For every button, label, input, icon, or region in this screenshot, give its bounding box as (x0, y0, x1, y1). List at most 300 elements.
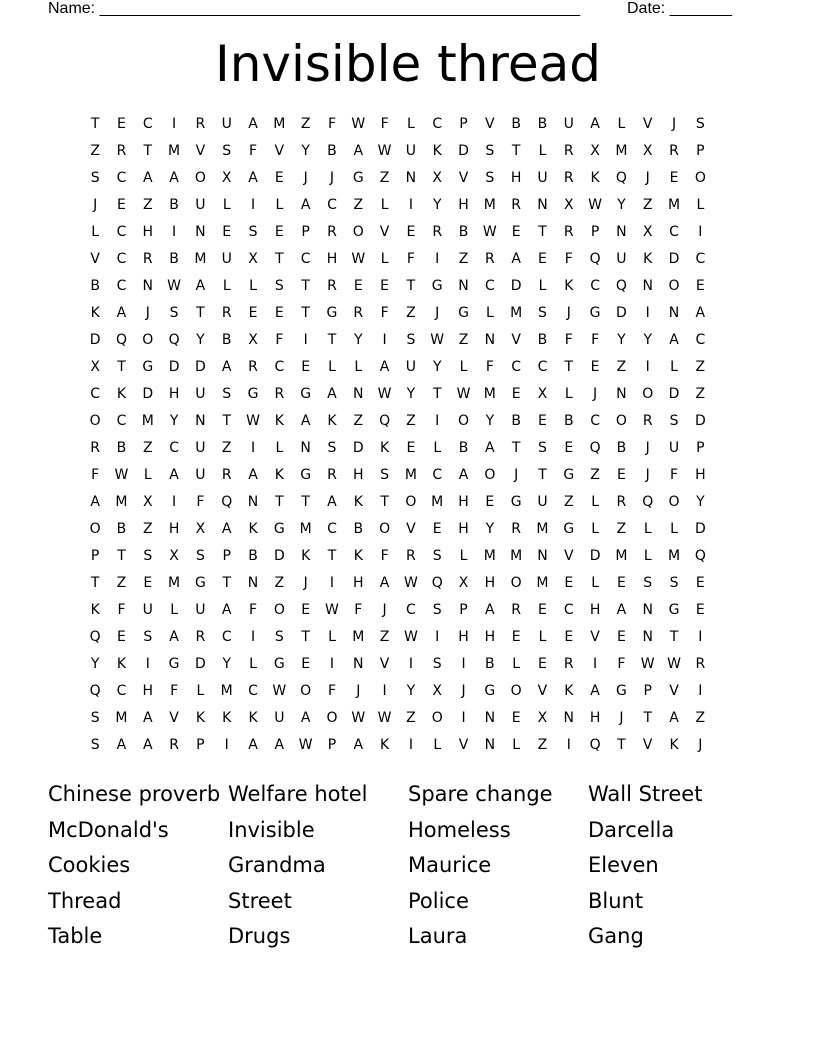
grid-letter: K (301, 548, 311, 564)
grid-letter: D (142, 386, 154, 402)
grid-letter: H (458, 494, 469, 510)
grid-letter: D (195, 656, 206, 672)
grid-letter: T (143, 143, 153, 159)
grid-letter: O (405, 494, 417, 510)
grid-letter: B (248, 548, 258, 564)
grid-letter: T (511, 440, 521, 456)
grid-letter: I (382, 683, 387, 699)
grid-letter: A (379, 359, 390, 375)
grid-letter: I (698, 224, 703, 240)
grid-letter: Y (406, 683, 416, 699)
grid-letter: P (696, 143, 705, 159)
grid-letter: M (352, 629, 365, 645)
grid-letter: L (538, 278, 547, 294)
grid-letter: Z (274, 575, 285, 591)
grid-letter: C (590, 413, 600, 429)
grid-letter: Q (589, 440, 601, 456)
grid-letter: X (537, 386, 548, 402)
grid-letter: T (432, 386, 442, 402)
grid-letter: Z (642, 197, 653, 213)
grid-letter: Z (406, 710, 416, 726)
grid-letter: K (90, 305, 100, 321)
grid-letter: J (329, 170, 335, 186)
word-list-item: Chinese proverb (48, 782, 221, 806)
word-list-item: Drugs (228, 924, 291, 949)
grid-letter: J (593, 386, 598, 402)
grid-letter: C (116, 278, 127, 294)
grid-letter: S (643, 575, 653, 591)
grid-letter: T (617, 737, 626, 753)
grid-letter: A (221, 521, 232, 537)
grid-letter: H (168, 521, 180, 537)
grid-letter: O (510, 683, 522, 699)
grid-letter: I (435, 251, 440, 267)
grid-letter: S (222, 143, 232, 159)
grid-letter: U (405, 359, 417, 375)
grid-letter: B (511, 413, 521, 429)
grid-letter: I (698, 629, 703, 645)
grid-letter: M (483, 548, 496, 564)
grid-row (82, 408, 740, 435)
grid-letter: J (698, 737, 703, 753)
grid-letter: A (248, 467, 258, 483)
grid-letter: Y (617, 197, 626, 213)
grid-letter: X (537, 710, 548, 726)
grid-letter: R (563, 170, 574, 186)
word-list-item: Gang (588, 924, 644, 949)
grid-letter: A (511, 251, 521, 267)
grid-letter: F (617, 656, 626, 672)
grid-letter: M (168, 143, 181, 159)
grid-letter: R (169, 737, 179, 753)
grid-letter: T (406, 278, 416, 294)
grid-letter: B (616, 440, 627, 456)
grid-letter: N (484, 737, 496, 753)
grid-letter: C (116, 251, 127, 267)
grid-letter: S (669, 413, 679, 429)
grid-letter: A (248, 170, 258, 186)
grid-letter: I (172, 224, 177, 240)
grid-letter: X (458, 575, 469, 591)
grid-letter: V (195, 143, 206, 159)
grid-letter: M (615, 143, 628, 159)
grid-letter: H (353, 467, 364, 483)
grid-letter: J (461, 683, 466, 699)
grid-letter: S (432, 602, 442, 618)
grid-letter: V (590, 629, 600, 645)
grid-letter: C (432, 116, 443, 132)
grid-letter: Y (485, 413, 495, 429)
grid-letter: F (354, 602, 363, 618)
grid-letter: N (195, 224, 206, 240)
grid-letter: L (380, 251, 389, 267)
grid-letter: R (90, 440, 101, 456)
grid-letter: U (221, 251, 232, 267)
grid-letter: G (142, 359, 154, 375)
grid-letter: A (169, 467, 179, 483)
grid-row (82, 462, 740, 489)
grid-letter: E (616, 575, 626, 591)
grid-letter: N (642, 629, 653, 645)
grid-letter: L (643, 521, 652, 537)
grid-letter: N (563, 710, 575, 726)
grid-letter: S (669, 575, 679, 591)
grid-letter: L (538, 143, 547, 159)
grid-letter: U (221, 116, 232, 132)
grid-letter: C (116, 683, 127, 699)
grid-letter: H (484, 629, 496, 645)
grid-letter: L (328, 359, 336, 375)
grid-letter: Z (379, 170, 390, 186)
grid-letter: E (511, 224, 521, 240)
grid-letter: C (90, 386, 101, 402)
grid-letter: L (275, 440, 284, 456)
grid-letter: G (300, 467, 312, 483)
grid-letter: J (566, 305, 571, 321)
grid-row (82, 489, 740, 516)
grid-letter: Q (589, 737, 601, 753)
grid-letter: C (484, 278, 495, 294)
grid-letter: J (645, 467, 650, 483)
grid-letter: M (667, 197, 681, 213)
grid-letter: Q (615, 278, 627, 294)
grid-letter: Y (617, 332, 626, 348)
grid-letter: Q (379, 413, 391, 429)
grid-letter: T (669, 629, 679, 645)
grid-letter: C (537, 359, 548, 375)
grid-letter: Q (431, 575, 443, 591)
word-list-item: Cookies (48, 853, 131, 878)
word-list-item: Table (48, 924, 103, 949)
grid-letter: K (380, 440, 390, 456)
grid-letter: W (377, 143, 392, 159)
grid-letter: R (274, 386, 285, 402)
grid-letter: A (274, 737, 285, 753)
grid-letter: S (406, 332, 416, 348)
grid-letter: L (459, 548, 468, 564)
grid-letter: C (142, 116, 153, 132)
grid-letter: E (695, 278, 705, 294)
grid-row (82, 624, 740, 651)
grid-letter: Y (485, 521, 495, 537)
grid-letter: O (694, 170, 706, 186)
grid-letter: D (589, 548, 601, 564)
grid-letter: I (250, 197, 256, 213)
grid-letter: A (379, 575, 390, 591)
grid-letter: F (485, 359, 494, 375)
grid-letter: F (117, 602, 126, 618)
grid-letter: A (616, 602, 627, 618)
grid-letter: E (564, 575, 574, 591)
grid-letter: E (117, 629, 126, 645)
grid-letter: S (380, 467, 390, 483)
grid-letter: F (380, 116, 389, 132)
grid-letter: D (458, 143, 469, 159)
word-list-item: McDonald's (48, 817, 169, 842)
grid-letter: S (538, 305, 547, 321)
grid-letter: T (90, 116, 100, 132)
grid-letter: J (435, 305, 440, 321)
grid-letter: R (563, 143, 574, 159)
grid-letter: K (643, 251, 653, 267)
grid-letter: N (195, 413, 206, 429)
grid-letter: Z (695, 386, 706, 402)
grid-letter: C (669, 224, 679, 240)
grid-letter: C (274, 359, 285, 375)
grid-letter: X (142, 494, 153, 510)
grid-letter: I (408, 656, 413, 672)
grid-letter: I (408, 197, 413, 213)
grid-letter: D (273, 548, 285, 564)
grid-letter: B (537, 332, 548, 348)
grid-letter: R (511, 197, 522, 213)
grid-letter: T (380, 494, 389, 510)
grid-letter: S (485, 170, 495, 186)
grid-letter: O (615, 413, 627, 429)
grid-letter: F (670, 467, 679, 483)
grid-letter: T (564, 359, 574, 375)
grid-letter: V (642, 737, 653, 753)
grid-letter: W (403, 575, 418, 591)
word-list-item: Police (408, 888, 469, 913)
grid-letter: N (300, 440, 311, 456)
grid-letter: L (249, 656, 257, 672)
grid-letter: E (695, 602, 705, 618)
grid-letter: T (222, 413, 231, 429)
grid-letter: Y (90, 656, 100, 672)
word-list-item: Spare change (408, 782, 553, 806)
grid-letter: E (143, 575, 153, 591)
grid-row (82, 381, 740, 408)
grid-letter: R (116, 143, 127, 159)
grid-letter: M (273, 116, 286, 132)
grid-letter: L (485, 305, 494, 321)
grid-letter: Z (142, 440, 153, 456)
grid-letter: D (195, 359, 206, 375)
grid-letter: V (642, 116, 653, 132)
grid-letter: E (669, 170, 679, 186)
grid-letter: V (511, 332, 521, 348)
grid-letter: F (249, 143, 258, 159)
grid-letter: B (327, 143, 337, 159)
grid-letter: X (563, 197, 574, 213)
grid-letter: G (352, 170, 364, 186)
grid-letter: E (590, 359, 600, 375)
grid-letter: A (353, 143, 364, 159)
grid-row (82, 543, 740, 570)
grid-letter: C (300, 251, 311, 267)
grid-letter: A (248, 737, 258, 753)
grid-letter: O (142, 332, 154, 348)
grid-letter: G (273, 521, 285, 537)
grid-letter: D (668, 251, 680, 267)
grid-letter: C (248, 683, 258, 699)
grid-letter: B (90, 278, 100, 294)
grid-letter: K (274, 413, 284, 429)
grid-letter: S (274, 629, 284, 645)
grid-letter: H (589, 602, 601, 618)
grid-letter: E (564, 440, 574, 456)
grid-row (82, 651, 740, 678)
grid-letter: M (115, 494, 128, 510)
grid-letter: K (222, 710, 232, 726)
grid-letter: N (616, 224, 627, 240)
grid-letter: A (142, 710, 153, 726)
grid-letter: A (221, 359, 232, 375)
grid-letter: U (142, 602, 153, 618)
grid-letter: T (301, 629, 310, 645)
grid-letter: G (300, 386, 312, 402)
grid-letter: T (301, 305, 310, 321)
grid-letter: L (538, 629, 547, 645)
word-list (48, 778, 768, 956)
grid-letter: O (431, 710, 443, 726)
grid-letter: L (275, 197, 284, 213)
grid-letter: H (142, 224, 154, 240)
grid-letter: U (274, 710, 285, 726)
grid-letter: H (142, 683, 154, 699)
grid-letter: P (459, 116, 468, 132)
grid-letter: C (590, 278, 600, 294)
grid-letter: S (222, 386, 232, 402)
grid-letter: W (351, 251, 366, 267)
grid-letter: O (510, 575, 522, 591)
grid-letter: C (221, 629, 232, 645)
grid-letter: T (275, 251, 284, 267)
grid-letter: L (512, 656, 521, 672)
grid-letter: E (406, 440, 416, 456)
grid-letter: Q (89, 629, 101, 645)
grid-letter: R (484, 251, 495, 267)
grid-letter: N (247, 494, 259, 510)
grid-letter: T (196, 305, 205, 321)
grid-letter: G (668, 602, 680, 618)
grid-letter: K (248, 521, 258, 537)
grid-letter: R (563, 224, 574, 240)
grid-letter: U (405, 143, 417, 159)
grid-letter: I (435, 413, 440, 429)
grid-letter: I (250, 440, 256, 456)
grid-letter: P (301, 224, 310, 240)
grid-letter: U (195, 602, 206, 618)
grid-letter: O (352, 224, 364, 240)
grid-letter: R (511, 521, 522, 537)
grid-letter: E (485, 494, 495, 510)
grid-letter: M (667, 548, 681, 564)
grid-row (82, 732, 740, 759)
grid-letter: W (272, 683, 287, 699)
grid-letter: Y (222, 656, 231, 672)
grid-letter: J (671, 116, 677, 132)
grid-letter: V (379, 656, 390, 672)
grid-row (82, 705, 740, 732)
grid-letter: N (668, 305, 680, 321)
grid-row (82, 111, 740, 138)
grid-letter: X (642, 224, 653, 240)
grid-letter: U (616, 251, 627, 267)
grid-letter: L (670, 521, 678, 537)
grid-letter: T (643, 710, 652, 726)
page-title: Invisible thread (214, 35, 602, 93)
grid-letter: P (327, 737, 337, 753)
grid-letter: M (510, 548, 523, 564)
grid-letter: S (90, 170, 100, 186)
grid-letter: R (195, 116, 206, 132)
grid-letter: A (485, 440, 495, 456)
name-field-label: Name: ______________________________________________________ (48, 0, 581, 17)
grid-letter: Q (589, 251, 601, 267)
grid-letter: Y (301, 143, 310, 159)
grid-letter: U (195, 440, 206, 456)
grid-letter: X (90, 359, 100, 375)
grid-letter: X (642, 143, 653, 159)
grid-letter: V (406, 521, 416, 537)
grid-letter: K (195, 710, 205, 726)
grid-letter: K (380, 737, 390, 753)
grid-letter: X (169, 548, 179, 564)
grid-letter: I (461, 710, 466, 726)
grid-letter: P (459, 602, 468, 618)
grid-letter: H (458, 629, 469, 645)
grid-letter: I (329, 656, 335, 672)
grid-letter: E (117, 116, 126, 132)
grid-letter: A (142, 170, 153, 186)
grid-letter: E (380, 278, 390, 294)
grid-letter: M (483, 197, 496, 213)
grid-letter: E (538, 602, 547, 618)
grid-letter: G (273, 656, 285, 672)
grid-letter: M (299, 521, 312, 537)
grid-letter: C (116, 170, 127, 186)
grid-row (82, 327, 740, 354)
grid-letter: G (563, 521, 575, 537)
grid-letter: L (91, 224, 100, 240)
grid-letter: W (377, 710, 392, 726)
word-list-item: Homeless (408, 817, 511, 842)
grid-letter: B (221, 332, 232, 348)
grid-letter: G (458, 305, 469, 321)
grid-letter: F (196, 494, 205, 510)
grid-letter: E (274, 170, 284, 186)
grid-letter: M (510, 305, 523, 321)
grid-letter: K (90, 602, 100, 618)
grid-letter: S (90, 710, 100, 726)
grid-letter: I (329, 575, 335, 591)
grid-letter: E (301, 656, 311, 672)
grid-letter: R (432, 224, 443, 240)
grid-letter: U (537, 494, 548, 510)
grid-letter: L (670, 359, 678, 375)
grid-letter: V (485, 116, 495, 132)
word-list-item: Wall Street (588, 782, 703, 806)
grid-letter: E (117, 197, 126, 213)
grid-letter: G (510, 494, 522, 510)
grid-letter: L (591, 521, 599, 537)
grid-letter: F (564, 251, 573, 267)
grid-letter: U (537, 170, 548, 186)
grid-letter: G (247, 386, 259, 402)
grid-letter: A (142, 737, 153, 753)
grid-letter: B (169, 251, 179, 267)
grid-letter: G (484, 683, 496, 699)
grid-letter: S (143, 629, 153, 645)
grid-letter: Z (90, 143, 100, 159)
grid-letter: B (169, 197, 179, 213)
grid-letter: C (116, 224, 127, 240)
grid-letter: K (564, 278, 574, 294)
grid-letter: K (116, 386, 127, 402)
grid-letter: N (484, 332, 496, 348)
